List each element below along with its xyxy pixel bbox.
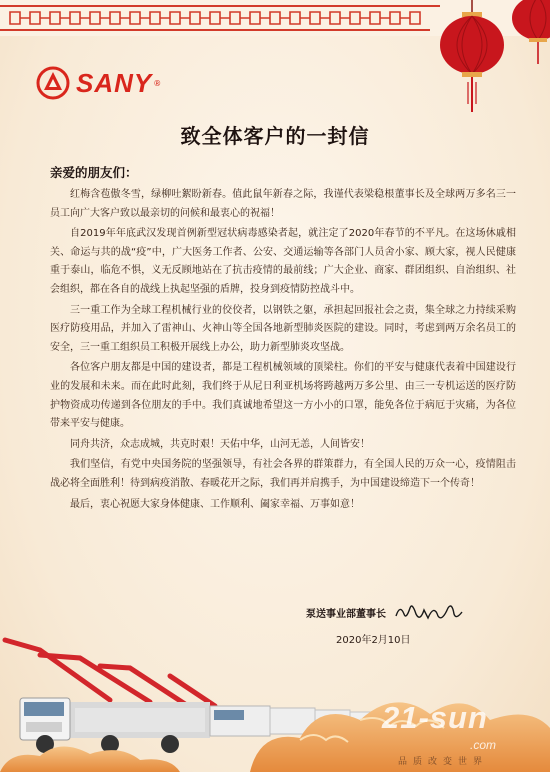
sany-logo [36,66,161,100]
brand-name: SANY [76,67,153,98]
watermark-domain: .com [470,738,497,752]
letter-body [50,186,516,516]
paragraph: 同舟共济，众志成城，共克时艰！天佑中华，山河无恙，人间皆安！ [70,438,370,450]
signature-icon [394,600,464,624]
paragraph: 三一重工作为全球工程机械行业的佼佼者，以钢铁之躯，承担起回报社会之责，集全球之力持续采购医疗防疫用品，并加入了雷神山、火神山等全国各地新型肺炎医院的建设。同时，考虑到两万余名员工的安全，三一重工组织员工积极开展线上办公，助力新型肺炎攻坚战。 [50,304,516,353]
pump-truck-icon [0,610,550,772]
watermark-logo: 21-sun [382,700,488,735]
paragraph: 最后，衷心祝愿大家身体健康、工作顺利、阖家幸福、万事如意！ [70,498,360,510]
signature-block [306,600,516,624]
registered-mark: ® [153,78,162,88]
greeting: 亲爱的朋友们： [50,165,138,180]
paragraph: 各位客户朋友都是中国的建设者，都是工程机械领域的顶梁柱。你们的平安与健康代表着中国建设行业的发展和未来。而在此时此刻，我们终于从尼日利亚机场将跨越两万多公里、由三一专机运送的医疗防护物资成功传递到各位朋友的手中。我们真诚地希望这一方小小的口罩，能免各位于病厄于灾痛，为各位带来平安与健康。 [50,362,516,430]
paragraph: 自2019年年底武汉发现首例新型冠状病毒感染者起，就注定了2020年春节的不平凡。在这场休戚相关、命运与共的战“疫”中，广大医务工作者、公安、交通运输等各部门人员舍小家、顾大家，视人民健康重于泰山，临危不惧，义无反顾地站在了抗击疫情的最前线；广大企业、商家、群团组织、自治组织、社会组织，都在各自的战线上执起坚强的盾牌，投身到疫情防控战斗中。 [50,228,516,295]
paragraph: 红梅含苞傲冬雪，绿柳吐絮盼新春。值此鼠年新春之际，我谨代表梁稳根董事长及全球两万多名三一员工向广大客户致以最亲切的问候和最衷心的祝福！ [50,189,516,219]
letter-date: 2020年2月10日 [336,635,411,646]
page-title: 致全体客户的一封信 [180,124,370,148]
paragraph: 我们坚信，有党中央国务院的坚强领导，有社会各界的群策群力，有全国人民的万众一心，疫情阻击战必将全面胜利！待到病疫消散、春暖花开之际，我们再并肩携手，为中国建设缔造下一个传奇！ [50,459,516,489]
sany-logo-icon [36,66,70,100]
lantern-icon [420,0,550,120]
tagline: 品质改变世界 [398,757,489,767]
signer-title: 泵送事业部董事长 [306,608,386,620]
